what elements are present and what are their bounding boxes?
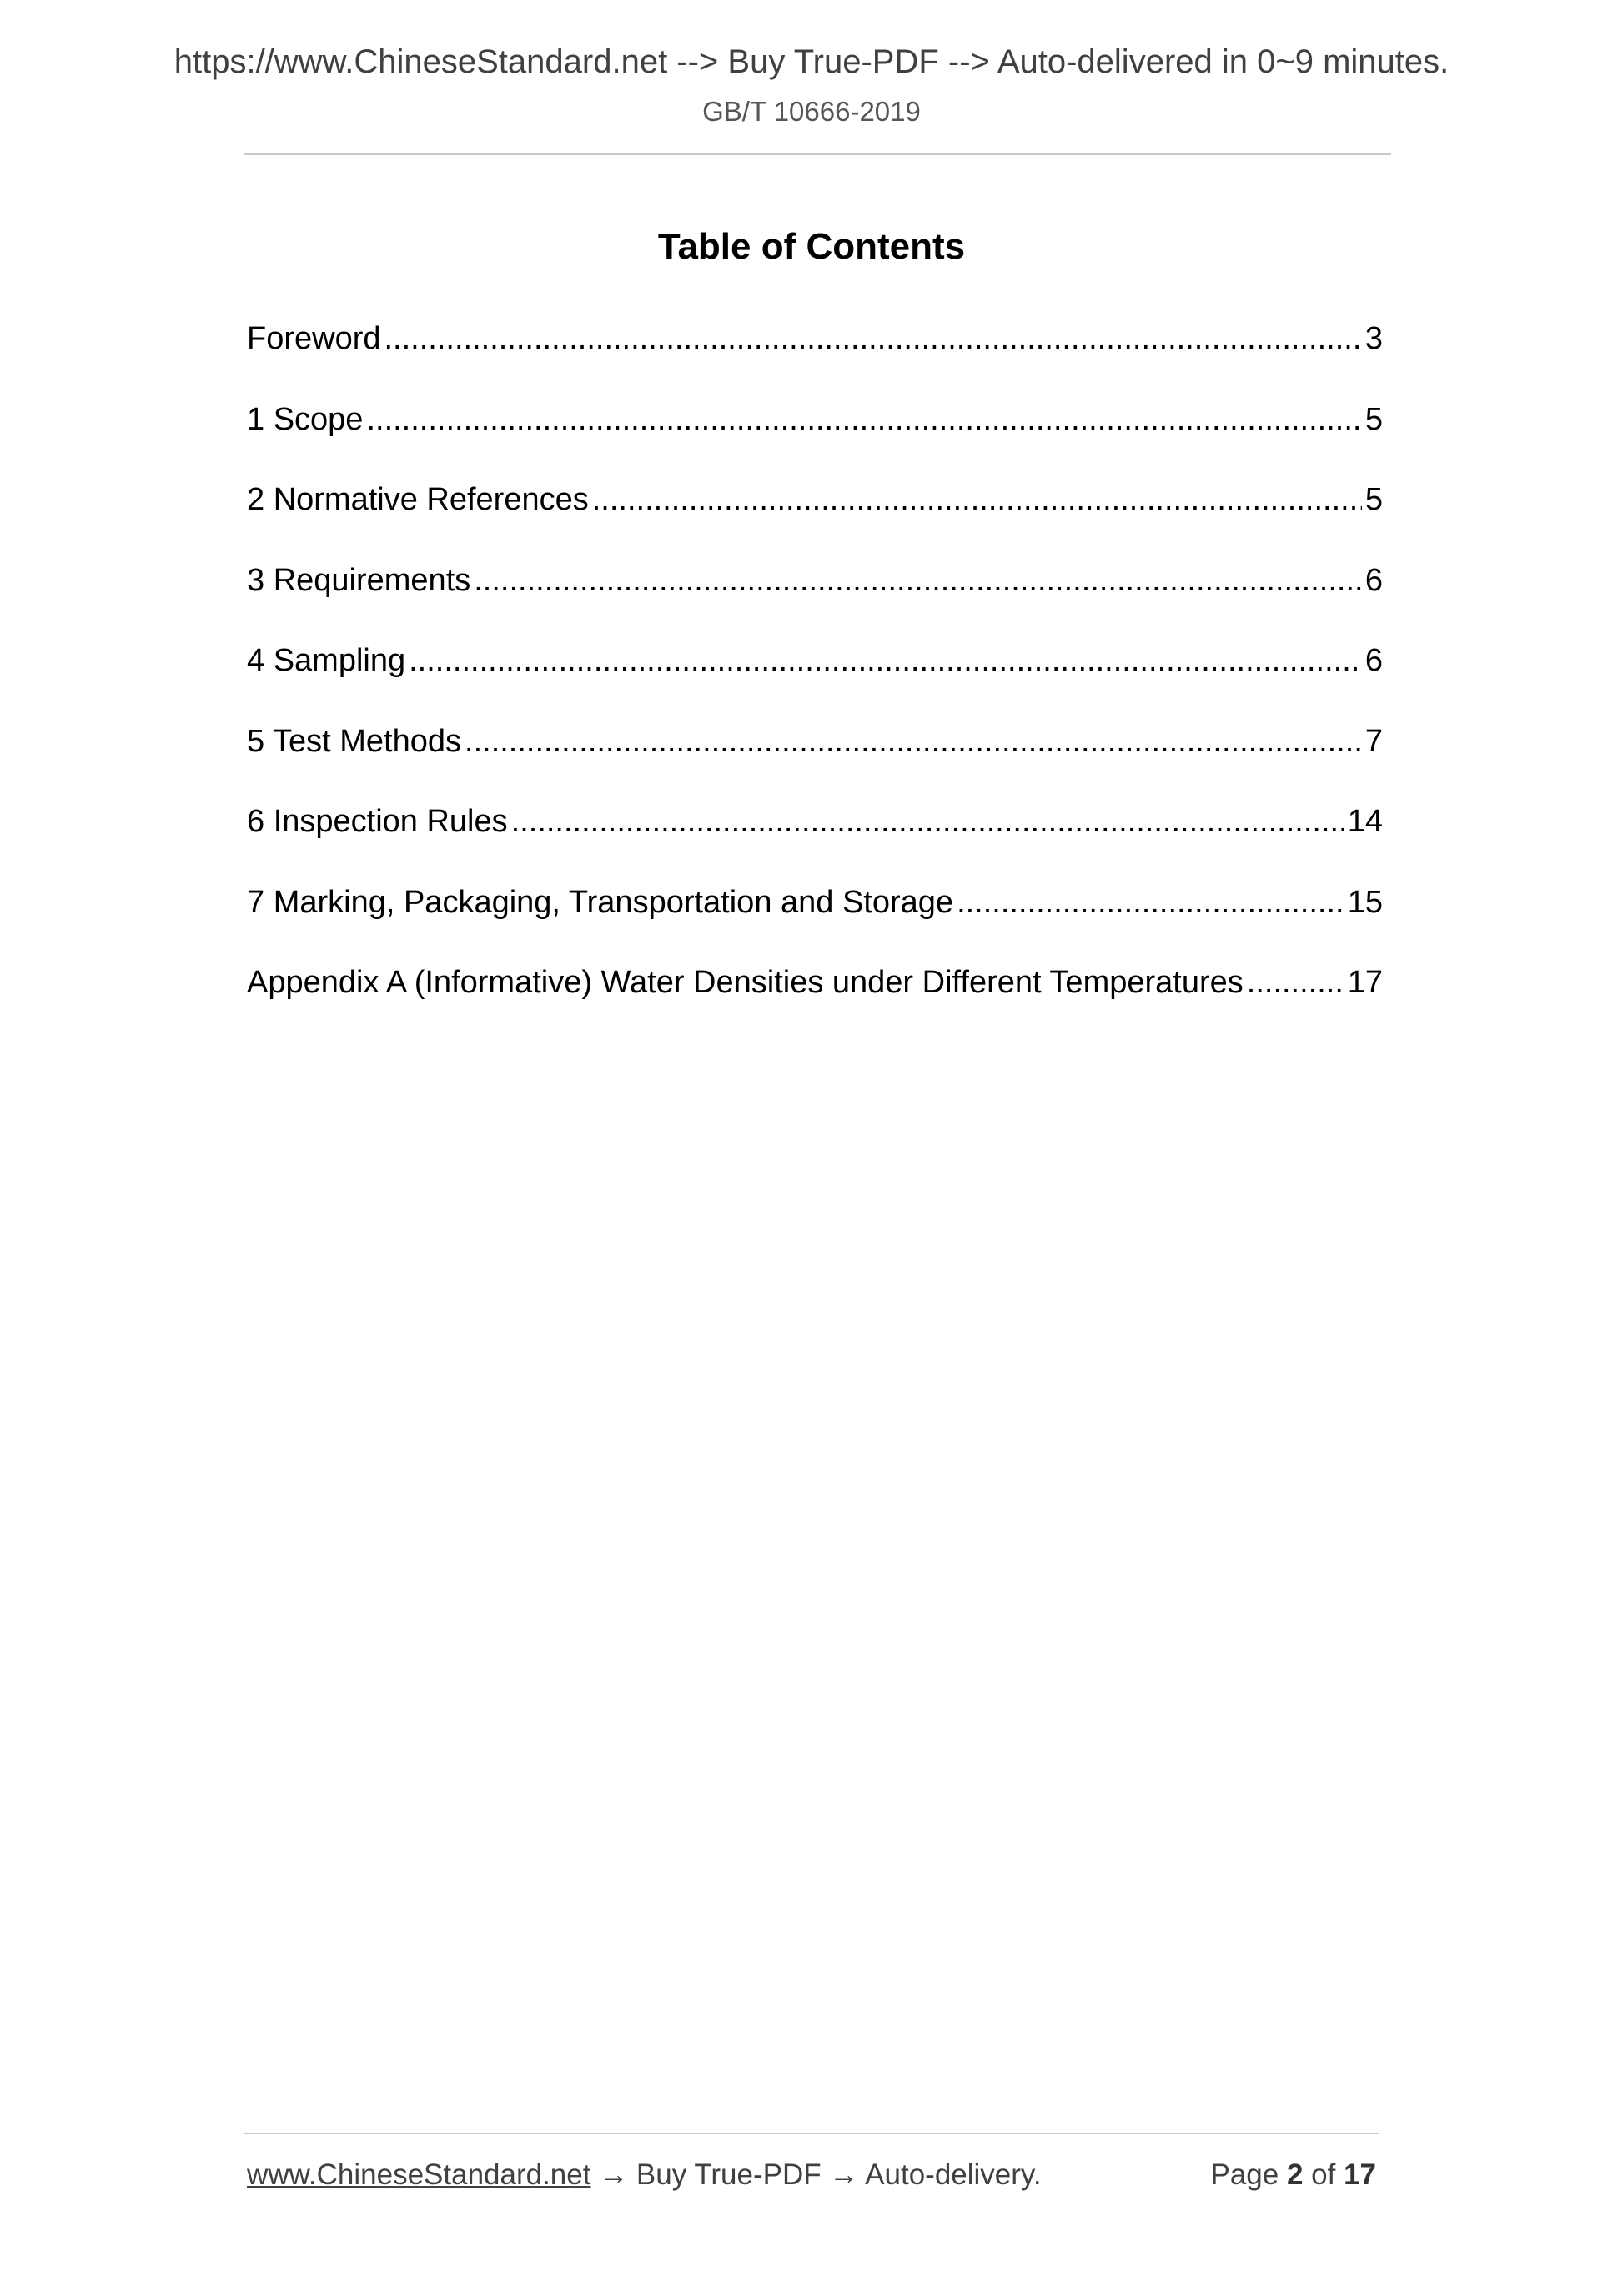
toc-entry-page: 5 xyxy=(1364,401,1383,437)
toc-entry-page: 6 xyxy=(1364,562,1383,598)
toc-entry-page: 5 xyxy=(1364,482,1383,517)
toc-entry-normative-references[interactable] xyxy=(247,475,1383,555)
footer-divider xyxy=(244,2133,1379,2134)
toc-entry-text: 1 Scope xyxy=(247,401,364,437)
page-label: Page xyxy=(1210,2158,1287,2191)
page-number xyxy=(1183,2157,1376,2193)
toc-entry-foreword[interactable] xyxy=(247,314,1383,394)
toc-entry-page: 15 xyxy=(1347,884,1383,920)
header-banner: https://www.ChineseStandard.net --> Buy True-PDF --> Auto-delivered in 0~9 minutes. xyxy=(173,43,1450,80)
page-current: 2 xyxy=(1286,2158,1304,2191)
toc-dot-leader xyxy=(957,877,1344,927)
toc-dot-leader xyxy=(1247,957,1344,1007)
toc-entry-test-methods[interactable] xyxy=(247,716,1383,797)
footer-tagline: → Buy True-PDF → Auto-delivery. xyxy=(590,2158,1042,2191)
toc-entry-text: 2 Normative References xyxy=(247,482,589,517)
toc-list xyxy=(247,314,1383,1038)
toc-entry-text: 7 Marking, Packaging, Transportation and Storage xyxy=(247,884,954,920)
toc-entry-marking-packaging[interactable] xyxy=(247,877,1383,958)
page-total: 17 xyxy=(1344,2158,1376,2191)
toc-entry-page: 6 xyxy=(1364,643,1383,678)
toc-entry-scope[interactable] xyxy=(247,394,1383,475)
toc-entry-text: 4 Sampling xyxy=(247,643,406,678)
footer-website-link[interactable]: www.ChineseStandard.net xyxy=(247,2158,591,2191)
toc-entry-page: 7 xyxy=(1364,723,1383,759)
toc-dot-leader xyxy=(465,716,1362,766)
toc-entry-appendix-a[interactable] xyxy=(247,957,1383,1038)
toc-title: Table of Contents xyxy=(657,226,966,267)
toc-entry-text: 5 Test Methods xyxy=(247,723,462,759)
toc-entry-text: Foreword xyxy=(247,321,381,356)
toc-entry-sampling[interactable] xyxy=(247,636,1383,716)
toc-entry-text: 3 Requirements xyxy=(247,562,471,598)
page-of-label: of xyxy=(1303,2158,1344,2191)
toc-entry-text: Appendix A (Informative) Water Densities under Different Temperatures xyxy=(247,965,1244,1000)
toc-dot-leader xyxy=(366,394,1361,445)
toc-dot-leader xyxy=(409,636,1362,686)
toc-entry-inspection-rules[interactable] xyxy=(247,796,1383,877)
toc-dot-leader xyxy=(592,475,1362,525)
toc-entry-page: 17 xyxy=(1347,965,1383,1000)
toc-dot-leader xyxy=(384,314,1362,364)
toc-entry-requirements[interactable] xyxy=(247,555,1383,636)
toc-dot-leader xyxy=(511,796,1344,847)
standard-code: GB/T 10666-2019 xyxy=(702,96,921,127)
toc-entry-page: 3 xyxy=(1364,321,1383,356)
toc-entry-text: 6 Inspection Rules xyxy=(247,804,508,839)
footer-promo xyxy=(247,2157,1042,2193)
toc-dot-leader xyxy=(474,555,1362,605)
toc-entry-page: 14 xyxy=(1347,804,1383,839)
header-divider xyxy=(244,153,1391,155)
